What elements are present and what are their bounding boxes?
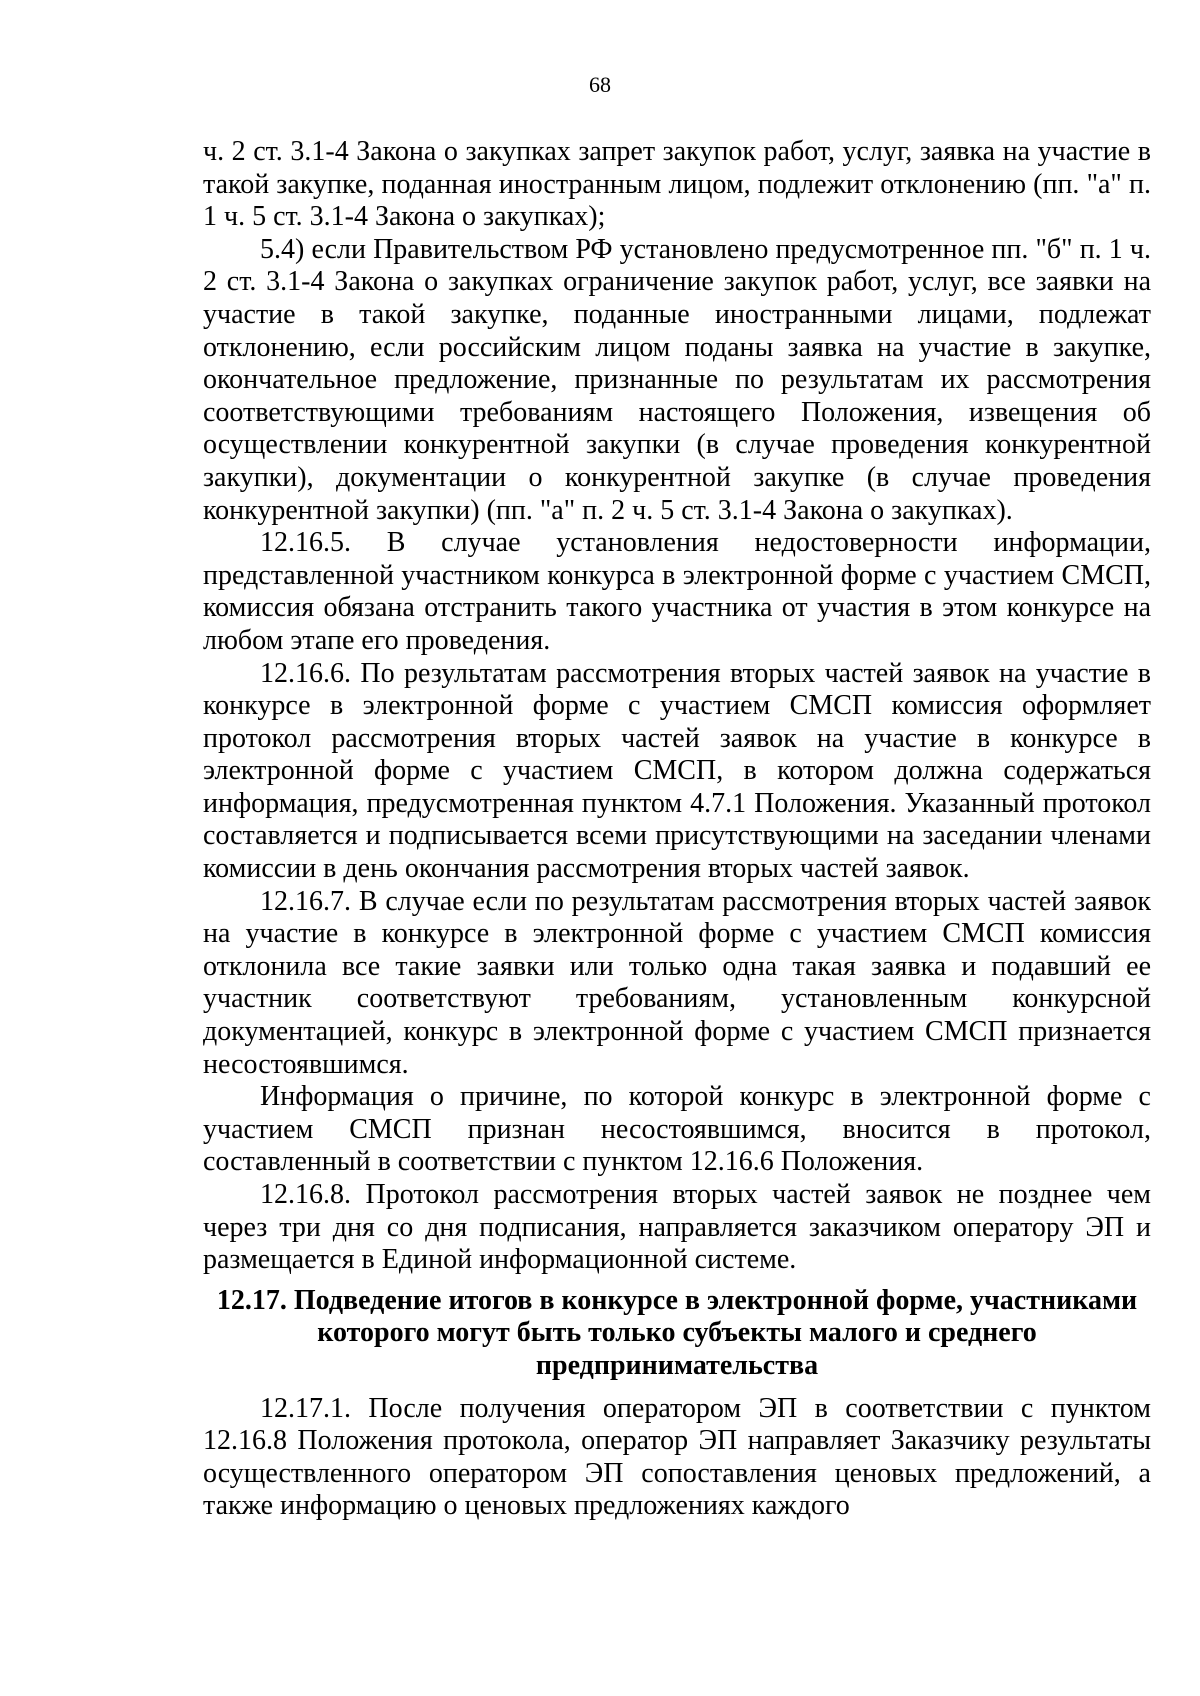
paragraph-12-17-1: 12.17.1. После получения оператором ЭП в соответствии с пунктом 12.16.8 Положения протокола, оператор ЭП направляет Заказчику результаты осуществленного оператором ЭП сопоставления ценовых предложений, а также информацию о ценовых предложениях каждого: [203, 1392, 1151, 1522]
document-body: [203, 136, 1151, 1523]
paragraph-information: Информация о причине, по которой конкурс в электронной форме с участием СМСП признан несостоявшимся, вносится в протокол, составленный в соответствии с пунктом 12.16.6 Положения.: [203, 1081, 1151, 1178]
paragraph-12-16-7: 12.16.7. В случае если по результатам рассмотрения вторых частей заявок на участие в конкурсе в электронной форме с участием СМСП комиссия отклонила все такие заявки или только одна такая заявка и подавший ее участник соответствуют требованиям, установленным конкурсной документацией, конкурс в электронной форме с участием СМСП признается несостоявшимся.: [203, 885, 1151, 1080]
paragraph-5-4: 5.4) если Правительством РФ установлено предусмотренное пп. "б" п. 1 ч. 2 ст. 3.1-4 Закона о закупках ограничение закупок работ, услуг, все заявки на участие в такой закупке, поданные иностранными лицами, подлежат отклонению, если российским лицом поданы заявка на участие в закупке, окончательное предложение, признанные по результатам их рассмотрения соответствующими требованиям настоящего Положения, извещения об осуществлении конкурентной закупки (в случае проведения конкурентной закупки), документации о конкурентной закупке (в случае проведения конкурентной закупки) (пп. "а" п. 2 ч. 5 ст. 3.1-4 Закона о закупках).: [203, 233, 1151, 526]
page-number: 68: [589, 72, 611, 97]
paragraph-12-16-5: 12.16.5. В случае установления недостоверности информации, представленной участником конкурса в электронной форме с участием СМСП, комиссия обязана отстранить такого участника от участия в этом конкурсе на любом этапе его проведения.: [203, 527, 1151, 656]
paragraph-continuation: ч. 2 ст. 3.1-4 Закона о закупках запрет закупок работ, услуг, заявка на участие в такой закупке, поданная иностранным лицом, подлежит отклонению (пп. "а" п. 1 ч. 5 ст. 3.1-4 Закона о закупках);: [203, 136, 1151, 233]
paragraph-12-16-6: 12.16.6. По результатам рассмотрения вторых частей заявок на участие в конкурсе в электронной форме с участием СМСП комиссия оформляет протокол рассмотрения вторых частей заявок на участие в конкурсе в электронной форме с участием СМСП, в котором должна содержаться информация, предусмотренная пунктом 4.7.1 Положения. Указанный протокол составляется и подписывается всеми присутствующими на заседании членами комиссии в день окончания рассмотрения вторых частей заявок.: [203, 657, 1151, 885]
paragraph-12-16-8: 12.16.8. Протокол рассмотрения вторых частей заявок не позднее чем через три дня со дня подписания, направляется заказчиком оператору ЭП и размещается в Единой информационной системе.: [203, 1179, 1151, 1276]
section-heading-12-17: 12.17. Подведение итогов в конкурсе в электронной форме, участниками которого могут быть только субъекты малого и среднего предпринимательства: [216, 1284, 1138, 1381]
